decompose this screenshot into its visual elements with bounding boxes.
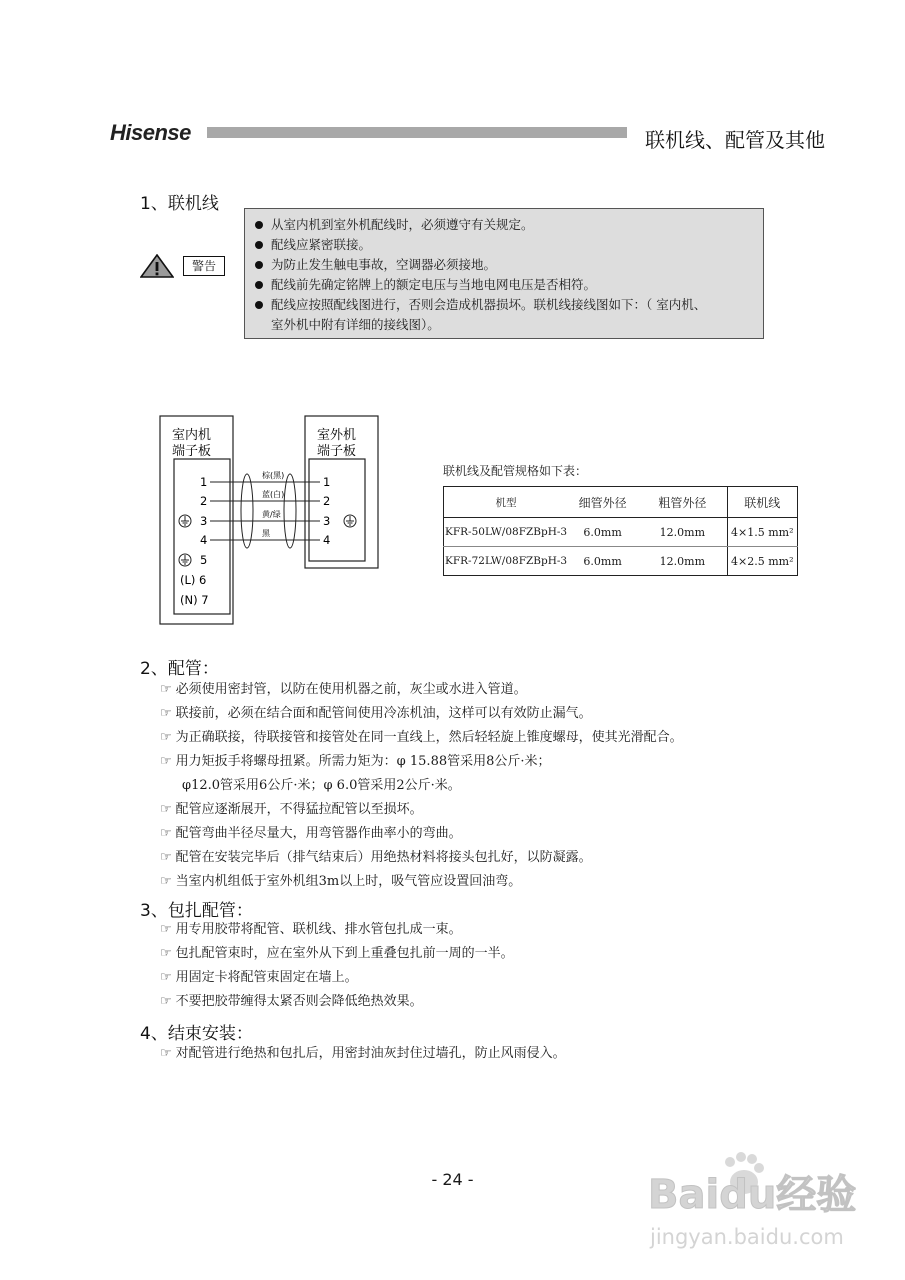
warning-text: 为防止发生触电事故，空调器必须接地。 <box>271 257 497 272</box>
pointing-hand-icon: ☞ <box>160 706 172 721</box>
bullet-dot-icon <box>255 221 263 229</box>
list-item-text: 配管在安装完毕后（排气结束后）用绝热材料将接头包扎好，以防凝露。 <box>175 850 592 865</box>
pointing-hand-icon: ☞ <box>160 826 172 841</box>
warning-item <box>253 295 755 315</box>
table-cell: 6.0mm <box>583 554 622 568</box>
indoor-terminal-label: 1 <box>200 475 208 489</box>
indoor-terminal-label: (L) 6 <box>180 573 207 587</box>
pointing-hand-icon: ☞ <box>160 1046 172 1061</box>
list-item <box>160 942 514 966</box>
header-bar <box>207 127 627 138</box>
list-item-text: 配管弯曲半径尽量大，用弯管器作曲率小的弯曲。 <box>175 826 462 841</box>
list-item <box>160 702 683 726</box>
list-item-text: 对配管进行绝热和包扎后，用密封油灰封住过墙孔，防止风雨侵入。 <box>175 1046 566 1061</box>
warning-text: 配线应紧密联接。 <box>271 237 372 252</box>
wire-color-label: 黄/绿 <box>262 510 281 519</box>
wiring-diagram <box>155 415 385 630</box>
outdoor-title-2: 端子板 <box>317 444 357 459</box>
table-cell: 12.0mm <box>638 518 727 547</box>
table-cell: 12.0mm <box>659 554 706 568</box>
list-item-text: 用固定卡将配管束固定在墙上。 <box>175 970 358 985</box>
list-item <box>160 966 514 990</box>
section-3-list <box>160 918 514 1014</box>
indoor-title-1: 室内机 <box>172 428 212 443</box>
list-item <box>160 726 683 750</box>
bullet-dot-icon <box>255 281 263 289</box>
pointing-hand-icon: ☞ <box>160 874 172 889</box>
outdoor-terminal-strip <box>309 459 365 561</box>
table-header-cell: 联机线 <box>727 487 797 518</box>
wire-color-label: 蓝(白) <box>262 490 285 499</box>
section-3-title: 3、包扎配管： <box>140 901 253 921</box>
outdoor-title-1: 室外机 <box>317 428 357 443</box>
table-cell: KFR-72LW/08FZBpH-3 <box>445 555 568 567</box>
outdoor-terminal-label: 1 <box>323 475 331 489</box>
table-cell: KFR-50LW/08FZBpH-3 <box>444 518 568 547</box>
list-item-text: 配管应逐渐展开，不得猛拉配管以至损坏。 <box>175 802 423 817</box>
pointing-hand-icon: ☞ <box>160 850 172 865</box>
table-cell: 6.0mm <box>567 518 638 547</box>
pointing-hand-icon: ☞ <box>160 802 172 817</box>
list-item <box>160 678 683 702</box>
list-item-text: 不要把胶带缠得太紧否则会降低绝热效果。 <box>175 994 423 1009</box>
list-item-text: 联接前，必须在结合面和配管间使用冷冻机油，这样可以有效防止漏气。 <box>175 706 592 721</box>
table-cell: 4×1.5 mm² <box>727 518 797 547</box>
table-row <box>444 547 798 576</box>
list-item-text: 为正确联接，待联接管和接管处在同一直线上，然后轻轻旋上锥度螺母，使其光滑配合。 <box>175 730 683 745</box>
warning-triangle-icon <box>140 254 174 278</box>
indoor-terminal-label: 5 <box>200 553 208 567</box>
page-number: - 24 - <box>431 1170 474 1189</box>
spec-table-caption: 联机线及配管规格如下表： <box>443 464 588 478</box>
indoor-title-2: 端子板 <box>172 444 212 459</box>
table-header-cell: 细管外径 <box>567 487 638 518</box>
pointing-hand-icon: ☞ <box>160 730 172 745</box>
indoor-terminal-label: (N) 7 <box>180 593 209 607</box>
warning-item <box>253 255 755 275</box>
ground-symbol-icon <box>179 554 191 566</box>
warning-item <box>253 275 755 295</box>
warning-item <box>253 215 755 235</box>
ground-symbol-icon <box>179 515 191 527</box>
indoor-terminal-label: 3 <box>200 514 208 528</box>
baidu-jingyan-watermark <box>648 1148 893 1258</box>
list-item <box>160 822 683 846</box>
pointing-hand-icon: ☞ <box>160 994 172 1009</box>
list-item-continuation: φ12.0管采用6公斤·米；φ 6.0管采用2公斤·米。 <box>182 778 461 793</box>
cable-bundle-left <box>241 474 253 548</box>
wire-color-label: 棕(黑) <box>262 471 285 480</box>
warning-text: 从室内机到室外机配线时，必须遵守有关规定。 <box>271 217 534 232</box>
pointing-hand-icon: ☞ <box>160 946 172 961</box>
indoor-terminal-label: 2 <box>200 494 208 508</box>
list-item <box>160 1042 566 1066</box>
table-header-cell: 机型 <box>444 487 568 518</box>
watermark-url: jingyan.baidu.com <box>650 1225 844 1249</box>
cable-bundle-right <box>284 474 296 548</box>
bullet-dot-icon <box>255 301 263 309</box>
list-item <box>160 990 514 1014</box>
list-item-text: 当室内机组低于室外机组3m以上时，吸气管应设置回油弯。 <box>175 874 522 889</box>
warning-box <box>244 208 764 339</box>
bullet-dot-icon <box>255 261 263 269</box>
list-item <box>160 750 683 774</box>
section-1-title: 1、联机线 <box>140 194 219 214</box>
warning-text: 配线前先确定铭牌上的额定电压与当地电网电压是否相符。 <box>271 277 597 292</box>
outdoor-terminal-label: 4 <box>323 533 331 547</box>
table-row <box>444 518 798 547</box>
pointing-hand-icon: ☞ <box>160 970 172 985</box>
section-2-list <box>160 678 683 894</box>
list-item <box>160 846 683 870</box>
list-item <box>160 798 683 822</box>
list-item-text: 用力矩扳手将螺母扭紧。所需力矩为：φ 15.88管采用8公斤·米； <box>175 754 551 769</box>
page-title: 联机线、配管及其他 <box>645 128 825 152</box>
pointing-hand-icon: ☞ <box>160 922 172 937</box>
hisense-logo: Hisense <box>110 120 191 145</box>
list-item-text: 必须使用密封管，以防在使用机器之前，灰尘或水进入管道。 <box>175 682 527 697</box>
table-header-row <box>444 487 798 518</box>
list-item <box>160 918 514 942</box>
ground-symbol-icon <box>344 515 356 527</box>
outdoor-terminal-label: 2 <box>323 494 331 508</box>
warning-item <box>253 235 755 255</box>
spec-table <box>443 486 798 576</box>
section-4-title: 4、结束安装： <box>140 1024 253 1044</box>
bullet-dot-icon <box>255 241 263 249</box>
section-2-title: 2、配管： <box>140 659 219 679</box>
table-header-cell: 粗管外径 <box>638 487 727 518</box>
outdoor-terminal-label: 3 <box>323 514 331 528</box>
table-cell: 4×2.5 mm² <box>727 547 797 576</box>
list-item <box>160 870 683 894</box>
indoor-terminal-label: 4 <box>200 533 208 547</box>
wire-color-label: 黑 <box>262 529 270 538</box>
warning-text: 配线应按照配线图进行，否则会造成机器损坏。联机线接线图如下：（ 室内机、 <box>271 297 707 312</box>
warning-label: 警告 <box>183 256 225 276</box>
watermark-brand: Baidu经验 <box>648 1172 857 1218</box>
list-item-text: 包扎配管束时，应在室外从下到上重叠包扎前一周的一半。 <box>175 946 514 961</box>
section-4-list <box>160 1042 566 1066</box>
list-item-text: 用专用胶带将配管、联机线、排水管包扎成一束。 <box>175 922 462 937</box>
warning-item-continuation: 室外机中附有详细的接线图）。 <box>271 317 440 332</box>
pointing-hand-icon: ☞ <box>160 682 172 697</box>
pointing-hand-icon: ☞ <box>160 754 172 769</box>
